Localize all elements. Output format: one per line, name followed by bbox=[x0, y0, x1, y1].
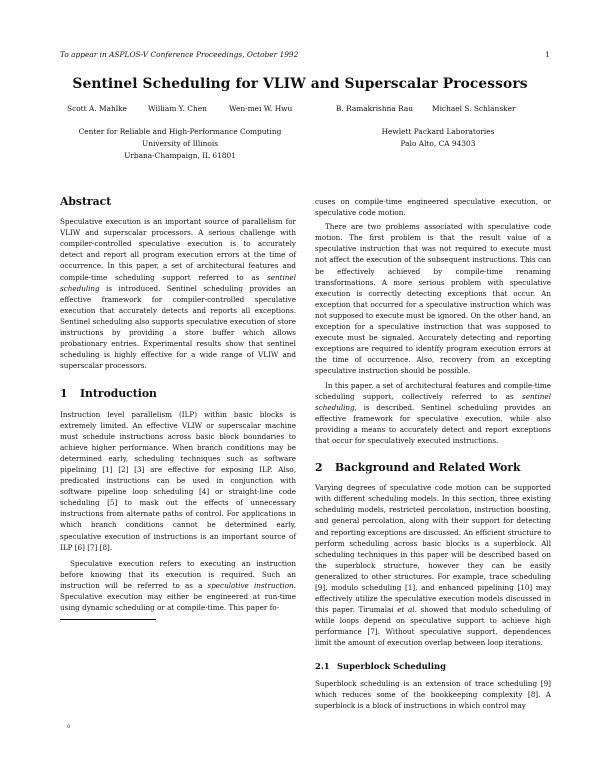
section-heading-introduction: 1 Introduction bbox=[60, 387, 157, 401]
page-number: 1 bbox=[545, 50, 550, 59]
background-paragraph: Varying degrees of speculative code motion can be supported with different scheduling models. In this section, three existing scheduling models, restricted percolation, instruction boosting, and general percolation, along with their support for detecting and reporting exceptions are discussed. An efficient structure to perform scheduling across basic blocks is a superblock. All scheduling techniques in this paper will be described based on the superblock structure, however they can be easily generalized to other structures. For example, trace scheduling [9], modulo scheduling [1], and enhanced pipelining [10] may effectively utilize the speculative execution models discussed in this paper. Tirumalai et al. showed that modulo scheduling of while loops depend on speculative support to achieve high performance [7]. Without speculative support, dependences limit the amount of execution overlap between loop iterations. bbox=[315, 483, 552, 648]
author-name: Wen-mei W. Hwu bbox=[229, 104, 293, 113]
intro-paragraph-4: In this paper, a set of architectural features and compile-time scheduling support, collectively referred to as sentinel scheduling, is described. Sentinel scheduling provides an effective framework for speculative execution, while also providing a means to accurately detect and report exceptions that occur for speculatively executed instructions. bbox=[315, 380, 551, 445]
abstract-heading: Abstract bbox=[60, 195, 112, 208]
affiliation-line: Urbana-Champaign, IL 61801 bbox=[124, 151, 236, 160]
author-name: B. Ramakrishna Rau bbox=[336, 104, 414, 113]
conference-note: To appear in ASPLOS-V Conference Proceedings, October 1992 bbox=[60, 50, 299, 59]
abstract-text: Speculative execution is an important source of parallelism for VLIW and superscalar processors. A serious challenge with compiler-controlled speculative execution is to accurately detect and report all program execution errors at the time of occurrence. In this paper, a set of architectural features and compile-time scheduling support referred to as sentinel scheduling is introduced. Sentinel scheduling provides an effective framework for compiler-controlled speculative execution that accurately detects and reports all exceptions. Sentinel scheduling also supports speculative execution of store instructions by providing a store buffer which allows probationary entries. Experimental results show that sentinel scheduling is highly effective for a wide range of VLIW and superscalar processors. bbox=[60, 217, 296, 371]
superblock-paragraph: Superblock scheduling is an extension of trace scheduling [9] which reduces some of the bookkeeping complexity [8]. A superblock is a block of instructions in which control may bbox=[315, 678, 551, 710]
footnote-rule bbox=[60, 619, 156, 620]
intro-paragraph-3: There are two problems associated with speculative code motion. The first problem is that the result value of a speculative instruction that was not required to execute must not affect the execution of the subsequent instructions. This can be effectively achieved by compile-time renaming transformations. A more serious problem with speculative execution is correctly detecting exceptions that occur. An exception that occurred for a speculative instruction which was not supposed to execute must be ignored. On the other hand, an exception for a speculative instruction that was supposed to execute must be signaled. Accurately detecting and reporting exceptions are required to identify program execution errors at the time of occurrence. Also, recovery from an excepting speculative instruction should be possible. bbox=[315, 222, 551, 376]
footnote-mark: 0 bbox=[67, 724, 71, 730]
author-name: Scott A. Mahlke bbox=[67, 104, 127, 113]
section-heading-background: 2 Background and Related Work bbox=[315, 461, 521, 475]
affiliation-line: Palo Alto, CA 94303 bbox=[400, 139, 476, 148]
intro-continuation: cuses on compile-time engineered speculative execution, or speculative code motion. bbox=[315, 197, 551, 218]
author-name: Michael S. Schlansker bbox=[432, 104, 516, 113]
affiliation-left bbox=[60, 126, 300, 162]
affiliation-right bbox=[330, 126, 546, 150]
subsection-heading-superblock: 2.1 Superblock Scheduling bbox=[315, 660, 446, 671]
running-header bbox=[60, 50, 550, 62]
paper-title: Sentinel Scheduling for VLIW and Superscalar Processors bbox=[72, 76, 528, 92]
affiliation-line: University of Illinois bbox=[142, 139, 218, 148]
author-name: William Y. Chen bbox=[148, 104, 207, 113]
affiliation-line: Center for Reliable and High-Performance Computing bbox=[78, 127, 282, 136]
left-column bbox=[60, 196, 296, 620]
intro-paragraph-2: Speculative execution refers to executing an instruction before knowing that its execution is required. Such an instruction will be referred to as a speculative instruction. Speculative execution may either be engineered at run-time using dynamic scheduling or at compile-time. This paper fo- bbox=[60, 558, 296, 613]
intro-paragraph-1: Instruction level parallelism (ILP) within basic blocks is extremely limited. An effective VLIW or superscalar machine must schedule instructions across basic block boundaries to achieve higher performance. When branch conditions may be determined early, scheduling techniques such as software pipelining [1] [2] [3] are effective for exposing ILP. Also, predicated instructions can be used in conjunction with software pipeline loop scheduling [4] or straight-line code scheduling [5] to mask out the effects of unnecessary instructions from alternate paths of control. For applications in which branch conditions cannot be determined early, speculative execution of instructions is an important source of ILP [6] [7] [8]. bbox=[60, 409, 296, 552]
right-column bbox=[315, 196, 551, 711]
affiliation-line: Hewlett Packard Laboratories bbox=[381, 127, 495, 136]
